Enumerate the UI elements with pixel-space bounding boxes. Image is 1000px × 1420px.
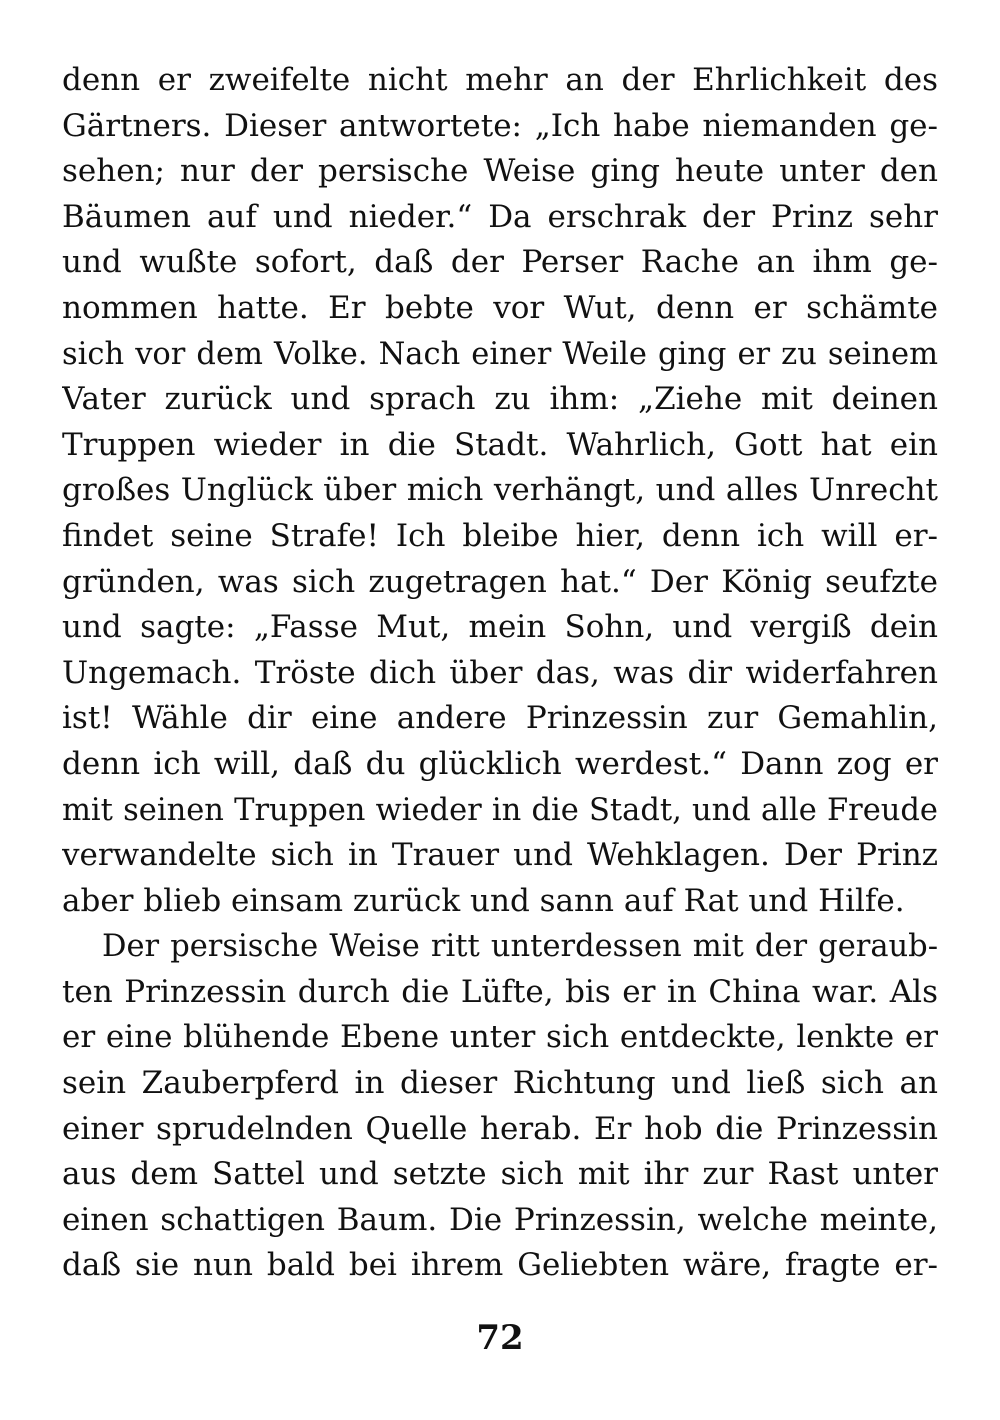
text-line: sich vor dem Volke. Nach einer Weile ging er zu seinem bbox=[62, 336, 938, 372]
text-line: ten Prinzessin durch die Lüfte, bis er in China war. Als bbox=[62, 973, 938, 1010]
text-line: verwandelte sich in Trauer und Wehklagen. Der Prinz bbox=[62, 837, 938, 874]
text-line: Bäumen auf und nieder.“ Da erschrak der Prinz sehr bbox=[62, 198, 938, 235]
text-line: aus dem Sattel und setzte sich mit ihr zur Rast unter bbox=[62, 1156, 938, 1193]
text-line: und sagte: „Fasse Mut, mein Sohn, und vergiß dein bbox=[62, 609, 938, 646]
text-line: Der persische Weise ritt unterdessen mit der geraub- bbox=[102, 929, 938, 965]
page-number: 72 bbox=[476, 1318, 524, 1358]
text-line: einen schattigen Baum. Die Prinzessin, welche meinte, bbox=[62, 1201, 938, 1238]
text-line: Truppen wieder in die Stadt. Wahrlich, Gott hat ein bbox=[62, 426, 938, 463]
text-line: gründen, was sich zugetragen hat.“ Der König seufzte bbox=[62, 563, 938, 600]
body-text bbox=[62, 58, 938, 1289]
text-line: mit seinen Truppen wieder in die Stadt, und alle Freude bbox=[62, 792, 938, 828]
text-line: sehen; nur der persische Weise ging heute unter den bbox=[62, 153, 938, 190]
text-line: nommen hatte. Er bebte vor Wut, denn er schämte bbox=[62, 289, 938, 326]
text-line: großes Unglück über mich verhängt, und alles Unrecht bbox=[62, 472, 938, 509]
text-line: ist! Wähle dir eine andere Prinzessin zur Gemahlin, bbox=[62, 700, 938, 737]
text-line: Vater zurück und sprach zu ihm: „Ziehe mit deinen bbox=[62, 381, 938, 418]
text-line: sein Zauberpferd in dieser Richtung und ließ sich an bbox=[62, 1065, 938, 1102]
text-line: einer sprudelnden Quelle herab. Er hob die Prinzessin bbox=[62, 1110, 938, 1147]
text-line: und wußte sofort, daß der Perser Rache an ihm ge- bbox=[62, 244, 938, 281]
text-line: aber blieb einsam zurück und sann auf Rat und Hilfe. bbox=[62, 882, 905, 919]
text-line: findet seine Strafe! Ich bleibe hier, denn ich will er- bbox=[62, 517, 938, 554]
text-line: denn er zweifelte nicht mehr an der Ehrlichkeit des bbox=[62, 62, 938, 98]
text-line: daß sie nun bald bei ihrem Geliebten wäre, fragte er- bbox=[62, 1247, 938, 1284]
text-line: Gärtners. Dieser antwortete: „Ich habe niemanden ge- bbox=[62, 107, 938, 144]
text-line: er eine blühende Ebene unter sich entdeckte, lenkte er bbox=[62, 1019, 938, 1056]
text-line: Ungemach. Tröste dich über das, was dir widerfahren bbox=[62, 654, 938, 691]
text-line: denn ich will, daß du glücklich werdest.“ Dann zog er bbox=[62, 745, 938, 782]
